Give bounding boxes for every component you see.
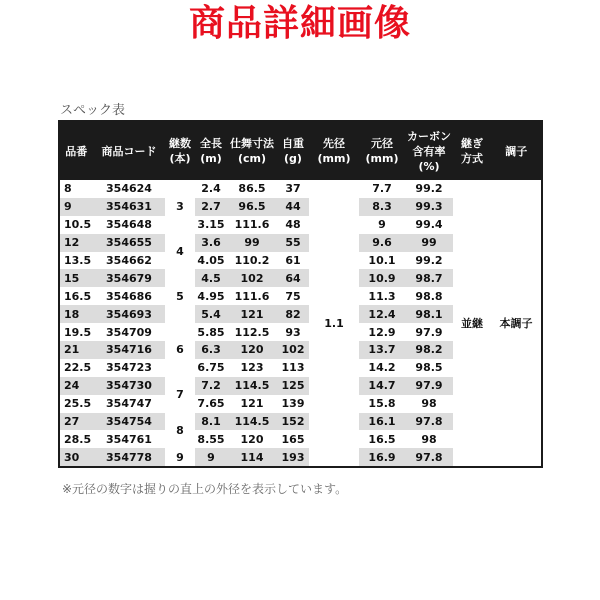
cell-total-length: 4.95 [195,287,227,305]
cell-closed-length: 86.5 [227,180,277,198]
cell-closed-length: 96.5 [227,198,277,216]
cell-product-code: 354709 [93,323,165,341]
cell-butt-diameter: 10.1 [359,252,405,270]
cell-butt-diameter: 7.7 [359,180,405,198]
cell-butt-diameter: 16.5 [359,430,405,448]
cell-carbon-content: 97.8 [405,448,453,467]
cell-closed-length: 111.6 [227,287,277,305]
cell-sections: 7 [165,377,195,413]
cell-item-number: 24 [59,377,93,395]
cell-item-number: 28.5 [59,430,93,448]
cell-total-length: 3.6 [195,234,227,252]
cell-product-code: 354730 [93,377,165,395]
cell-weight: 82 [277,305,309,323]
column-header: 仕舞寸法 (cm) [227,121,277,180]
cell-carbon-content: 98 [405,430,453,448]
cell-total-length: 2.7 [195,198,227,216]
cell-closed-length: 121 [227,395,277,413]
cell-carbon-content: 98 [405,395,453,413]
cell-weight: 61 [277,252,309,270]
cell-joint-type: 並継 [453,180,491,467]
cell-total-length: 6.3 [195,341,227,359]
cell-item-number: 13.5 [59,252,93,270]
cell-butt-diameter: 15.8 [359,395,405,413]
cell-item-number: 15 [59,269,93,287]
cell-butt-diameter: 16.9 [359,448,405,467]
cell-closed-length: 102 [227,269,277,287]
cell-total-length: 8.55 [195,430,227,448]
column-header: 商品コード [93,121,165,180]
cell-closed-length: 114.5 [227,377,277,395]
column-header: 先径 (mm) [309,121,359,180]
cell-total-length: 3.15 [195,216,227,234]
cell-carbon-content: 98.7 [405,269,453,287]
cell-butt-diameter: 12.9 [359,323,405,341]
cell-product-code: 354624 [93,180,165,198]
cell-weight: 113 [277,359,309,377]
cell-closed-length: 123 [227,359,277,377]
cell-total-length: 7.2 [195,377,227,395]
cell-total-length: 8.1 [195,413,227,431]
cell-weight: 93 [277,323,309,341]
cell-item-number: 9 [59,198,93,216]
cell-carbon-content: 99.3 [405,198,453,216]
cell-total-length: 4.05 [195,252,227,270]
cell-carbon-content: 97.8 [405,413,453,431]
cell-item-number: 10.5 [59,216,93,234]
cell-weight: 152 [277,413,309,431]
cell-item-number: 30 [59,448,93,467]
cell-weight: 64 [277,269,309,287]
cell-closed-length: 114.5 [227,413,277,431]
cell-product-code: 354716 [93,341,165,359]
cell-butt-diameter: 10.9 [359,269,405,287]
cell-weight: 102 [277,341,309,359]
cell-sections: 8 [165,413,195,449]
cell-weight: 75 [277,287,309,305]
cell-butt-diameter: 12.4 [359,305,405,323]
cell-weight: 125 [277,377,309,395]
cell-sections: 5 [165,269,195,323]
cell-carbon-content: 99.2 [405,252,453,270]
cell-carbon-content: 99 [405,234,453,252]
cell-item-number: 27 [59,413,93,431]
cell-tip-diameter: 1.1 [309,180,359,467]
cell-product-code: 354778 [93,448,165,467]
cell-weight: 44 [277,198,309,216]
table-caption: スペック表 [60,103,126,118]
cell-total-length: 6.75 [195,359,227,377]
cell-product-code: 354655 [93,234,165,252]
column-header: 継ぎ 方式 [453,121,491,180]
column-header: 継数 (本) [165,121,195,180]
cell-product-code: 354686 [93,287,165,305]
cell-product-code: 354747 [93,395,165,413]
cell-closed-length: 114 [227,448,277,467]
cell-product-code: 354631 [93,198,165,216]
cell-butt-diameter: 11.3 [359,287,405,305]
cell-carbon-content: 97.9 [405,323,453,341]
cell-total-length: 2.4 [195,180,227,198]
cell-item-number: 25.5 [59,395,93,413]
cell-butt-diameter: 14.2 [359,359,405,377]
column-header: 調子 [491,121,542,180]
cell-product-code: 354754 [93,413,165,431]
column-header: 元径 (mm) [359,121,405,180]
cell-sections: 6 [165,323,195,377]
cell-weight: 37 [277,180,309,198]
spec-table [58,120,543,468]
cell-item-number: 16.5 [59,287,93,305]
cell-weight: 55 [277,234,309,252]
cell-closed-length: 120 [227,430,277,448]
cell-product-code: 354761 [93,430,165,448]
cell-carbon-content: 98.2 [405,341,453,359]
column-header: 自重 (g) [277,121,309,180]
cell-item-number: 22.5 [59,359,93,377]
column-header: カーボン 含有率 (%) [405,121,453,180]
cell-item-number: 18 [59,305,93,323]
cell-carbon-content: 99.2 [405,180,453,198]
cell-action: 本調子 [491,180,542,467]
cell-butt-diameter: 16.1 [359,413,405,431]
cell-carbon-content: 97.9 [405,377,453,395]
cell-product-code: 354662 [93,252,165,270]
page-title: 商品詳細画像 [188,3,411,44]
cell-carbon-content: 98.1 [405,305,453,323]
cell-total-length: 9 [195,448,227,467]
cell-carbon-content: 99.4 [405,216,453,234]
cell-product-code: 354679 [93,269,165,287]
cell-weight: 48 [277,216,309,234]
cell-sections: 9 [165,448,195,467]
cell-sections: 3 [165,180,195,234]
cell-closed-length: 112.5 [227,323,277,341]
cell-total-length: 5.85 [195,323,227,341]
cell-weight: 139 [277,395,309,413]
cell-product-code: 354723 [93,359,165,377]
cell-butt-diameter: 14.7 [359,377,405,395]
cell-closed-length: 99 [227,234,277,252]
cell-item-number: 21 [59,341,93,359]
cell-total-length: 7.65 [195,395,227,413]
column-header: 全長 (m) [195,121,227,180]
cell-weight: 165 [277,430,309,448]
cell-closed-length: 121 [227,305,277,323]
footnote: ※元径の数字は握りの直上の外径を表示しています。 [62,482,348,496]
table-row [59,180,542,198]
cell-closed-length: 120 [227,341,277,359]
cell-butt-diameter: 9 [359,216,405,234]
cell-closed-length: 110.2 [227,252,277,270]
cell-item-number: 12 [59,234,93,252]
table-header-row [59,121,542,180]
cell-item-number: 8 [59,180,93,198]
cell-total-length: 4.5 [195,269,227,287]
cell-sections: 4 [165,234,195,270]
column-header: 品番 [59,121,93,180]
cell-weight: 193 [277,448,309,467]
cell-total-length: 5.4 [195,305,227,323]
cell-product-code: 354693 [93,305,165,323]
cell-butt-diameter: 8.3 [359,198,405,216]
cell-item-number: 19.5 [59,323,93,341]
cell-closed-length: 111.6 [227,216,277,234]
cell-carbon-content: 98.8 [405,287,453,305]
cell-carbon-content: 98.5 [405,359,453,377]
cell-butt-diameter: 13.7 [359,341,405,359]
cell-butt-diameter: 9.6 [359,234,405,252]
cell-product-code: 354648 [93,216,165,234]
